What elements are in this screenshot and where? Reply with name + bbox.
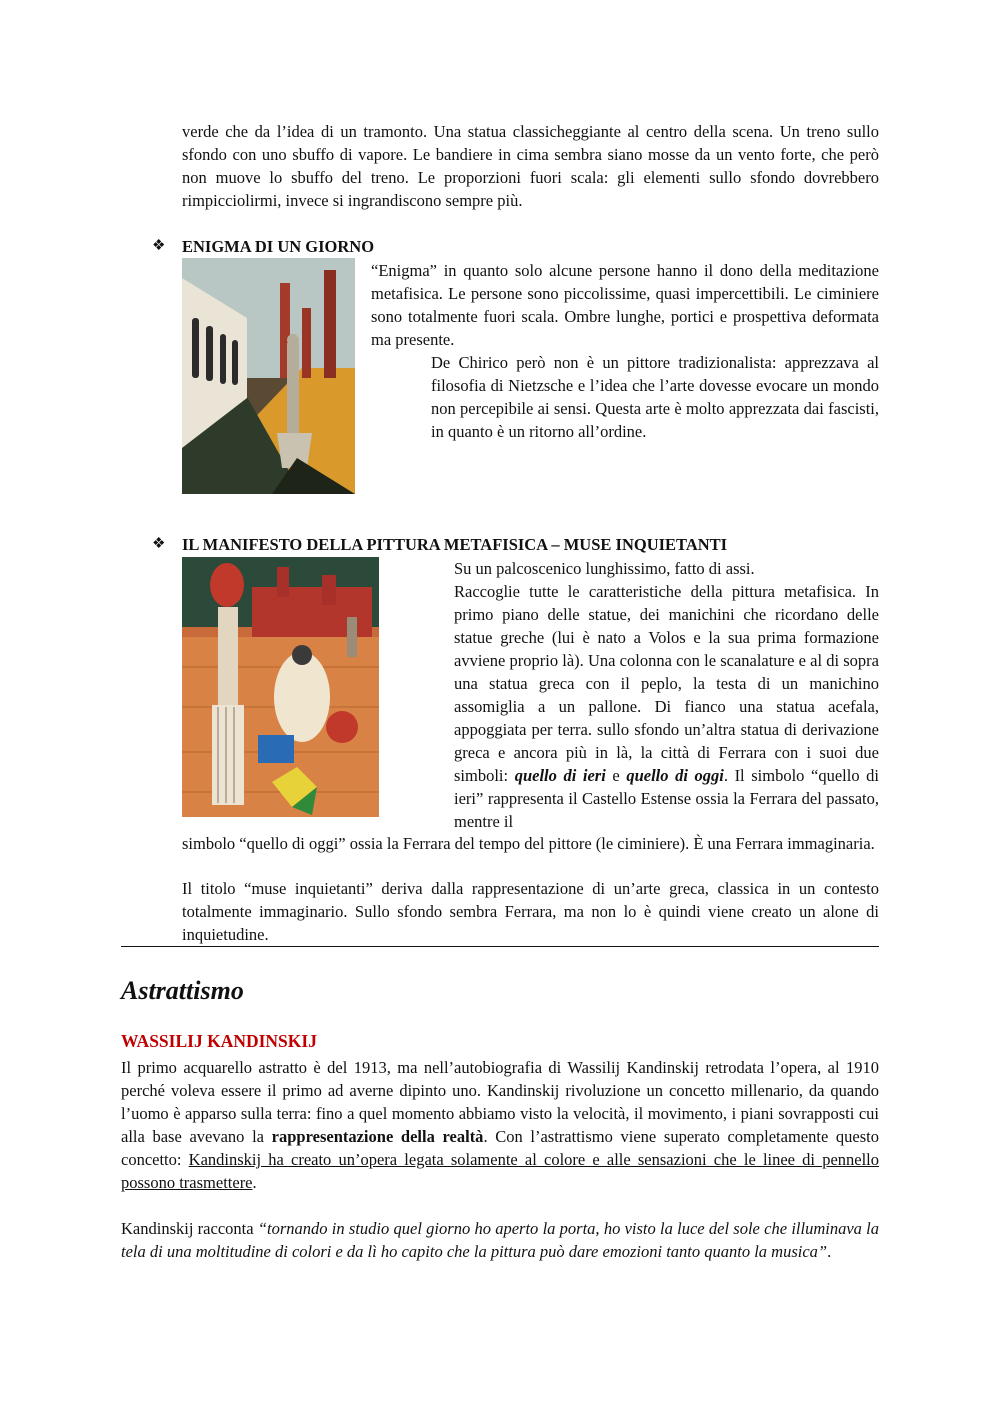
kandinskij-quote: “tornando in studio quel giorno ho aperto la porta, ho visto la luce del sole che illuminava la tela di una moltitudine di colori e da lì ho capito che la pittura può dare emozioni tanto quanto la musica” [121,1219,879,1261]
kandinskij-text-a: Il primo acquarello astratto è del 1913, ma nell’autobiografia di Wassilij Kandinskij retrodata l’opera, al 1910 perché voleva essere il primo ad averne dipinto uno. Kandinskij rivoluzione un concetto millenario, da quando l’uomo è apparso sulla terra: fino a quel momento abbiamo visto la velocità, il movimento, i piani sovrapposti cui alla base avevano la [121,1058,879,1146]
muse-symbol-today: quello di oggi [626,766,724,785]
kandinskij-paragraph-1 [121,1056,879,1194]
kandinskij-text-b: . Con l’astrattismo viene superato completamente questo concetto: [121,1127,880,1169]
kandinskij-heading: WASSILIJ KANDINSKIJ [121,1031,317,1051]
enigma-heading: ENIGMA DI UN GIORNO [182,237,375,256]
kandinskij-quote-end: . [827,1242,832,1261]
section-title: Astrattismo [121,976,244,1005]
muse-line-1: Su un palcoscenico lunghissimo, fatto di assi. [454,559,755,578]
muse-paragraph-continued: simbolo “quello di oggi” ossia la Ferrara del tempo del pittore (le ciminiere). È una Ferrara immaginaria. [182,834,875,853]
muse-conjunction: e [605,766,627,785]
section-divider [121,946,879,947]
enigma-paragraph-1: “Enigma” in quanto solo alcune persone hanno il dono della meditazione metafisica. Le persone sono piccolissime, quasi impercettibili. Le ciminiere sono totalmente fuori scala. Ombre lunghe, portici e prospettiva deformata ma presente. [371,261,879,349]
muse-heading: IL MANIFESTO DELLA PITTURA METAFISICA – MUSE INQUIETANTI [182,535,728,554]
kandinskij-quote-intro: Kandinskij racconta [121,1219,254,1238]
enigma-painting-image [182,258,355,494]
kandinskij-text-end: . [252,1173,257,1192]
kandinskij-paragraph-2 [121,1217,879,1263]
muse-painting-image [182,557,379,817]
bullet-icon: ❖ [152,238,166,254]
muse-paragraph [454,580,879,833]
muse-symbol-yesterday: quello di ieri [514,766,606,785]
bullet-icon: ❖ [152,536,166,552]
muse-title-paragraph: Il titolo “muse inquietanti” deriva dalla rappresentazione di un’arte greca, classica in un contesto totalmente immaginario. Sullo sfondo sembra Ferrara, ma non lo è quindi viene creato un alone di inquietudine. [182,879,879,944]
muse-text-b: . Il simbolo “quello di ieri” rappresenta il Castello Estense ossia la Ferrara del passato, mentre il [454,766,879,831]
kandinskij-bold-text: rappresentazione della realtà [271,1127,484,1146]
intro-paragraph: verde che da l’idea di un tramonto. Una statua classicheggiante al centro della scena. Un treno sullo sfondo con uno sbuffo di vapore. Le bandiere in cima sembra siano mosse da un vento forte, che però non muove lo sbuffo del treno. Le proporzioni fuori scala: gli elementi sullo sfondo dovrebbero rimpicciolirmi, invece si ingrandiscono sempre più. [182,122,879,210]
enigma-paragraph-2: De Chirico però non è un pittore tradizionalista: apprezzava al filosofia di Nietzsche e l’idea che l’arte dovesse evocare un mondo non percepibile ai sensi. Questa arte è molto apprezzata dai fascisti, in quanto è un ritorno all’ordine. [431,353,879,441]
kandinskij-underlined-text: Kandinskij ha creato un’opera legata solamente al colore e alle sensazioni che le linee di pennello possono trasmettere [121,1150,880,1192]
muse-text-a: Raccoglie tutte le caratteristiche della pittura metafisica. In primo piano delle statue, dei manichini che ricordano delle statue greche (lui è nato a Volos e la sua prima formazione avviene proprio là). Una colonna con le scanalature e al di sopra una statua greca con il peplo, la testa di un manichino assomiglia a un pallone. Di fianco una statua acefala, appoggiata per terra. sullo sfondo un’altra statua di derivazione greca e ancora più in là, la città di Ferrara con i suoi due simboli: [454,582,879,785]
